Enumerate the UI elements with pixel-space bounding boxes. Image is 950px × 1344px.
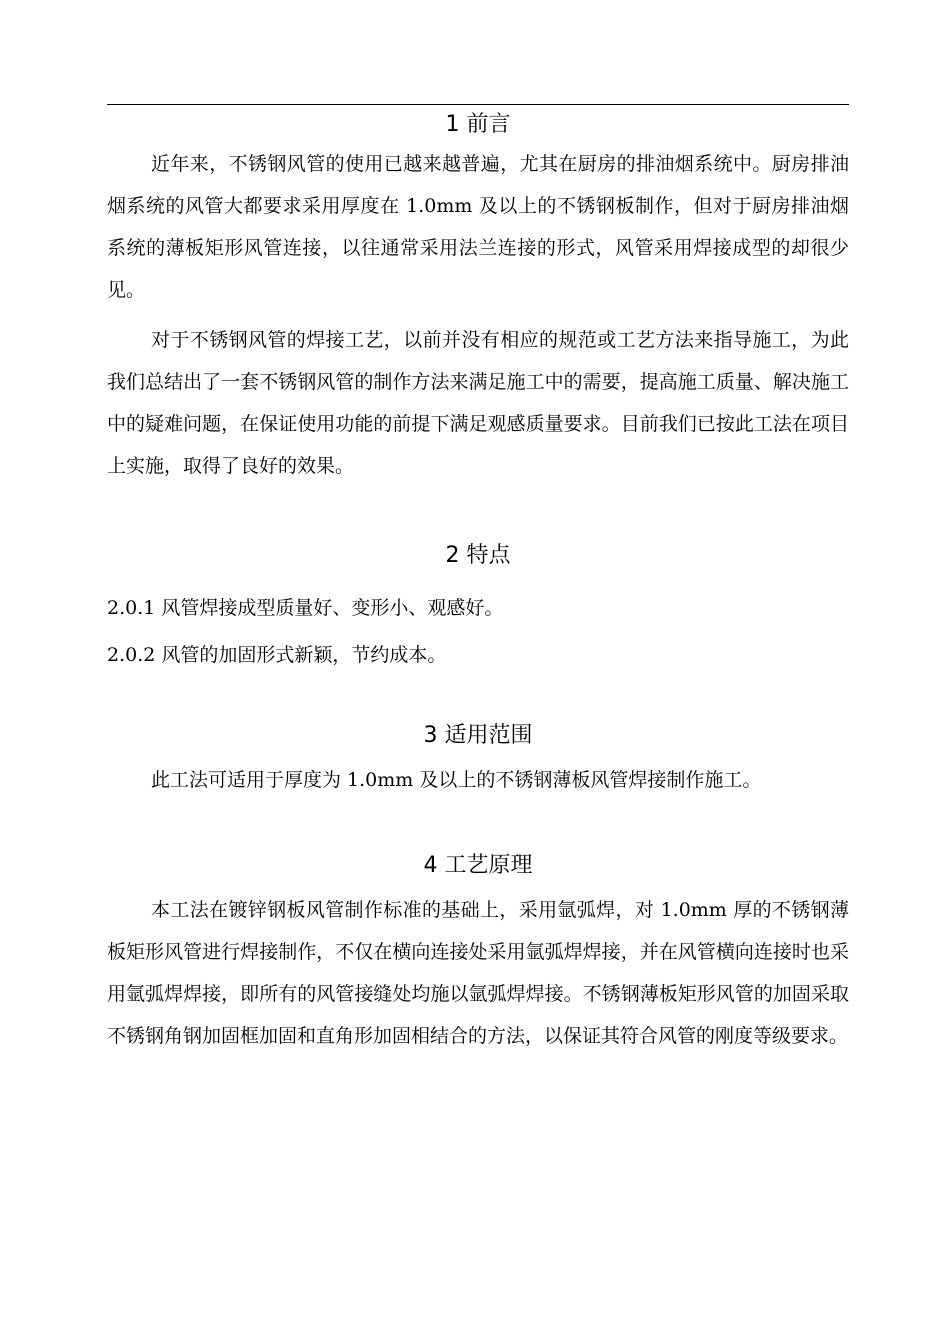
section-2-item-1: 2.0.1 风管焊接成型质量好、变形小、观感好。: [107, 597, 504, 619]
section-2-item-2: 2.0.2 风管的加固形式新颖，节约成本。: [107, 644, 447, 666]
section-1-heading: 1 前言: [445, 112, 511, 137]
section-2-heading: 2 特点: [445, 543, 511, 568]
section-3-paragraph-1: 此工法可适用于厚度为 1.0mm 及以上的不锈钢薄板风管焊接制作施工。: [151, 769, 762, 791]
section-4-paragraph-1: 本工法在镀锌钢板风管制作标准的基础上，采用氩弧焊，对 1.0mm 厚的不锈钢薄板矩形风管进行焊接制作，不仅在横向连接处采用氩弧焊焊接，并在风管横向连接时也采用氩弧焊焊接，即所有的风管接缝处均施以氩弧焊焊接。不锈钢薄板矩形风管的加固采取不锈钢角钢加固框加固和直角形加固相结合的方法，以保证其符合风管的刚度等级要求。: [107, 899, 849, 1047]
section-4-heading: 4 工艺原理: [423, 853, 533, 878]
section-1-paragraph-1: 近年来，不锈钢风管的使用已越来越普遍，尤其在厨房的排油烟系统中。厨房排油烟系统的风管大都要求采用厚度在 1.0mm 及以上的不锈钢板制作，但对于厨房排油烟系统的薄板矩形风管连接，以往通常采用法兰连接的形式，风管采用焊接成型的却很少见。: [107, 153, 849, 301]
header-rule: [107, 104, 849, 105]
section-3-heading: 3 适用范围: [423, 723, 533, 748]
section-1-paragraph-2: 对于不锈钢风管的焊接工艺，以前并没有相应的规范或工艺方法来指导施工，为此我们总结出了一套不锈钢风管的制作方法来满足施工中的需要，提高施工质量、解决施工中的疑难问题，在保证使用功能的前提下满足观感质量要求。目前我们已按此工法在项目上实施，取得了良好的效果。: [107, 329, 849, 477]
